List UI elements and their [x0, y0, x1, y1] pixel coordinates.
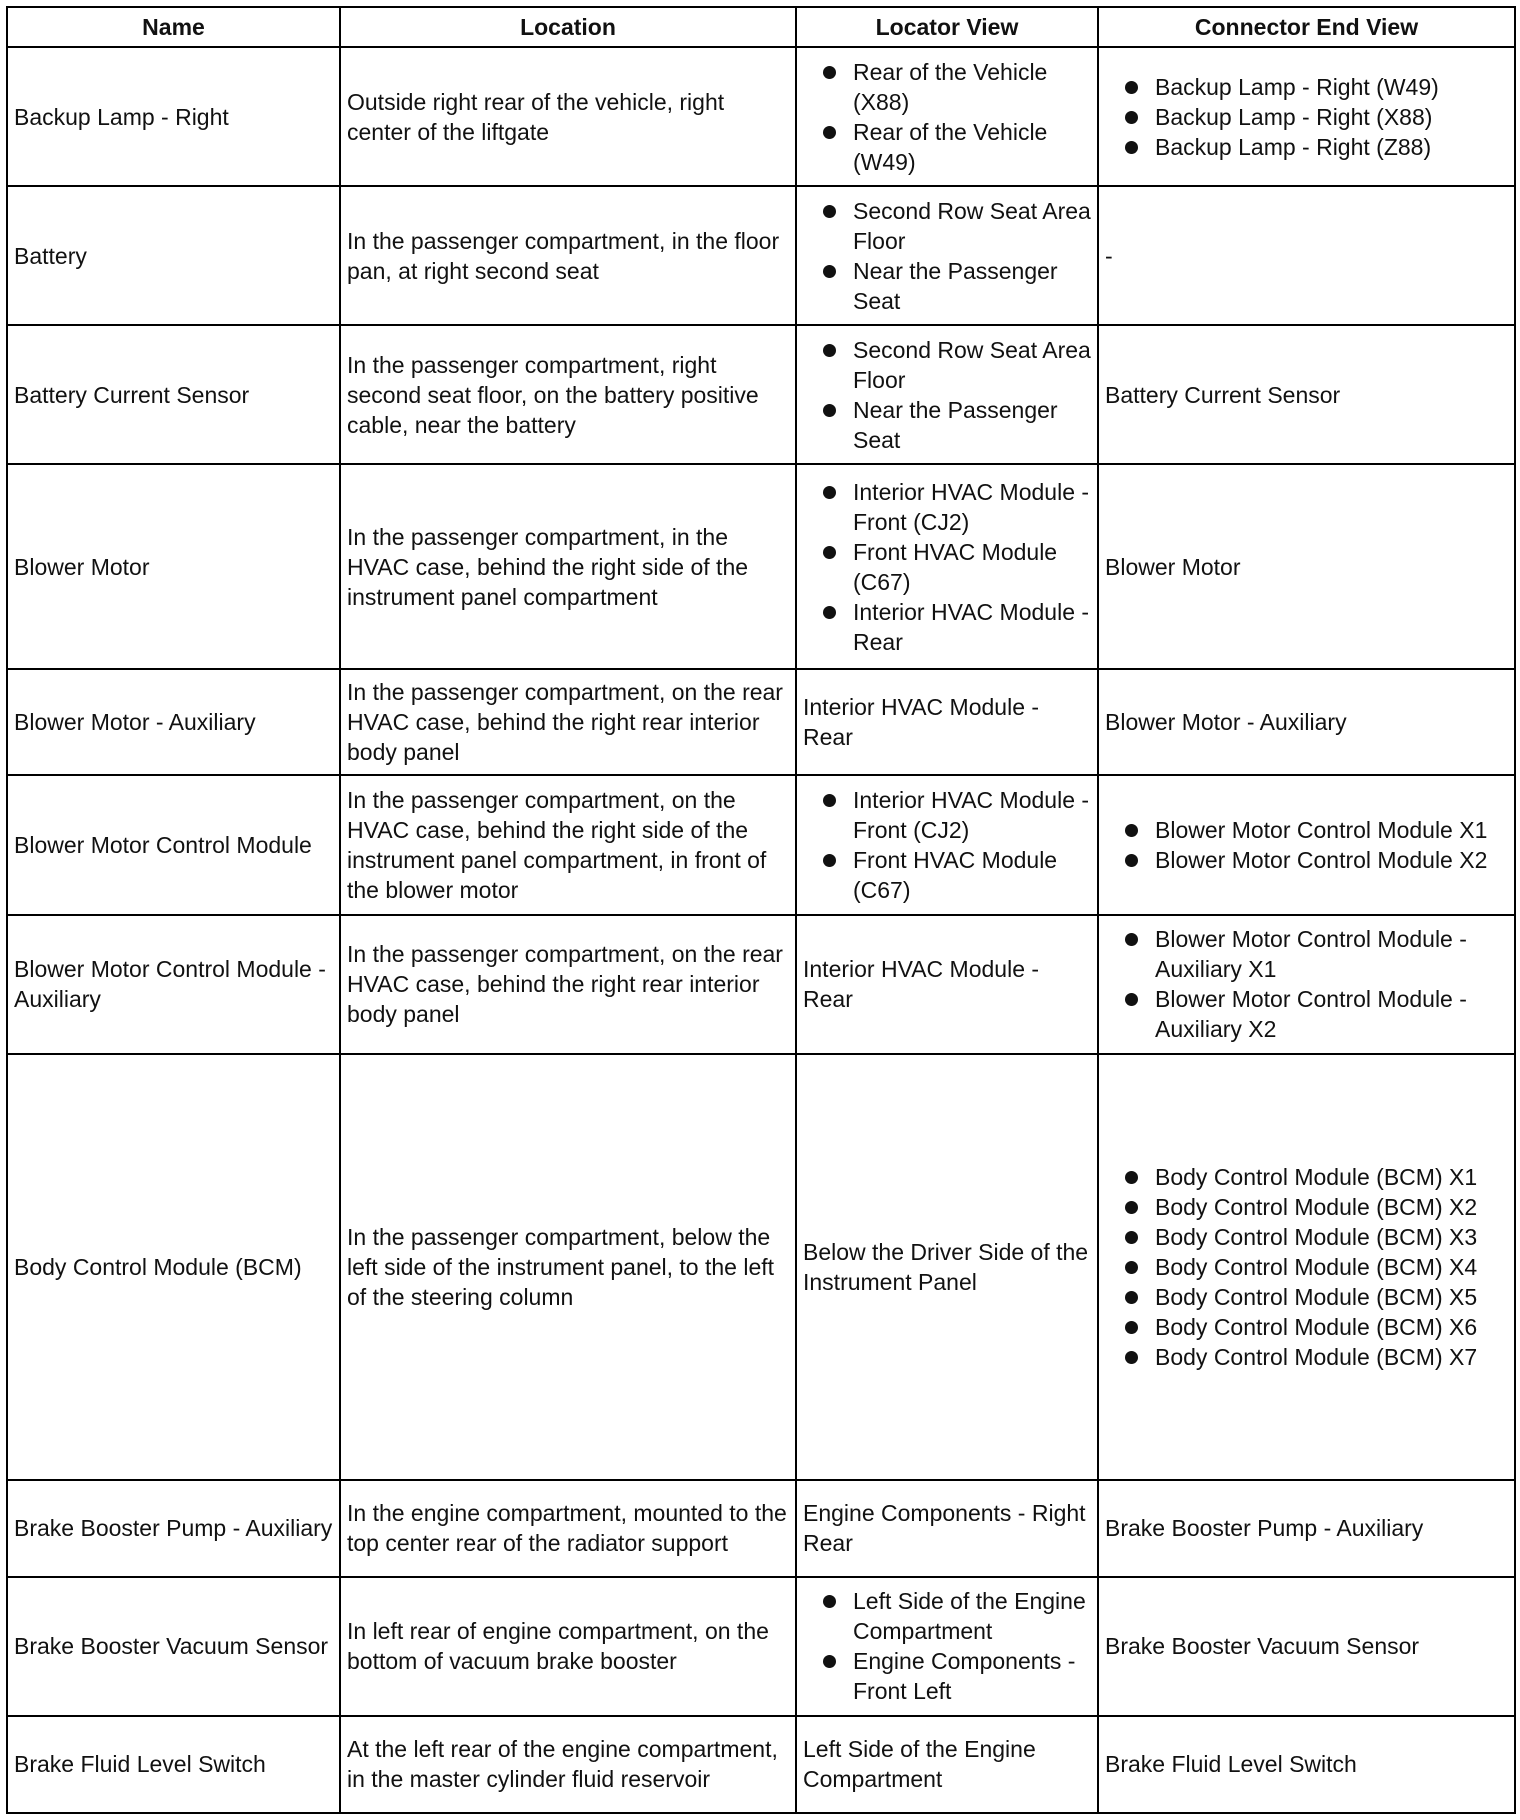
cell-locator-view — [796, 775, 1098, 914]
table-row — [7, 1716, 1515, 1813]
cell-location: In the passenger compartment, on the HVAC case, behind the right side of the instrument panel compartment, in front of the blower motor — [340, 775, 796, 914]
table-row — [7, 915, 1515, 1054]
list-item: Near the Passenger Seat — [803, 395, 1091, 455]
cell-locator-view-list — [803, 1586, 1091, 1706]
cell-location: In the passenger compartment, on the rear HVAC case, behind the right rear interior body panel — [340, 669, 796, 775]
cell-location: In the engine compartment, mounted to the top center rear of the radiator support — [340, 1480, 796, 1577]
header-locator-view: Locator View — [796, 7, 1098, 47]
list-item: Blower Motor Control Module - Auxiliary X1 — [1105, 924, 1508, 984]
cell-connector-end-view: Brake Fluid Level Switch — [1098, 1716, 1515, 1813]
cell-locator-view-list — [803, 57, 1091, 177]
cell-connector-end-view: - — [1098, 186, 1515, 325]
cell-locator-view — [796, 186, 1098, 325]
list-item: Engine Components - Front Left — [803, 1646, 1091, 1706]
list-item: Rear of the Vehicle (W49) — [803, 117, 1091, 177]
list-item: Interior HVAC Module - Rear — [803, 597, 1091, 657]
list-item: Rear of the Vehicle (X88) — [803, 57, 1091, 117]
list-item: Near the Passenger Seat — [803, 256, 1091, 316]
list-item: Front HVAC Module (C67) — [803, 537, 1091, 597]
cell-locator-view — [796, 325, 1098, 464]
list-item: Backup Lamp - Right (X88) — [1105, 102, 1508, 132]
cell-name: Blower Motor Control Module - Auxiliary — [7, 915, 340, 1054]
component-locator-table — [6, 6, 1516, 1814]
cell-connector-end-view — [1098, 775, 1515, 914]
table-row — [7, 669, 1515, 775]
cell-connector-end-view: Blower Motor - Auxiliary — [1098, 669, 1515, 775]
cell-connector-end-view: Brake Booster Pump - Auxiliary — [1098, 1480, 1515, 1577]
cell-locator-view — [796, 1577, 1098, 1716]
list-item: Left Side of the Engine Compartment — [803, 1586, 1091, 1646]
cell-name: Backup Lamp - Right — [7, 47, 340, 186]
table-row — [7, 1577, 1515, 1716]
cell-locator-view-list — [803, 785, 1091, 905]
cell-location: In the passenger compartment, right second seat floor, on the battery positive cable, near the battery — [340, 325, 796, 464]
header-name: Name — [7, 7, 340, 47]
list-item: Blower Motor Control Module - Auxiliary X2 — [1105, 984, 1508, 1044]
list-item: Body Control Module (BCM) X2 — [1105, 1192, 1508, 1222]
cell-locator-view — [796, 47, 1098, 186]
cell-locator-view-list — [803, 196, 1091, 316]
cell-locator-view-list — [803, 335, 1091, 455]
cell-connector-end-view-list — [1105, 924, 1508, 1044]
list-item: Body Control Module (BCM) X6 — [1105, 1312, 1508, 1342]
list-item: Front HVAC Module (C67) — [803, 845, 1091, 905]
list-item: Interior HVAC Module - Front (CJ2) — [803, 785, 1091, 845]
cell-locator-view: Engine Components - Right Rear — [796, 1480, 1098, 1577]
table-row — [7, 186, 1515, 325]
list-item: Backup Lamp - Right (W49) — [1105, 72, 1508, 102]
list-item: Body Control Module (BCM) X3 — [1105, 1222, 1508, 1252]
cell-connector-end-view — [1098, 47, 1515, 186]
cell-locator-view — [796, 464, 1098, 669]
list-item: Blower Motor Control Module X1 — [1105, 815, 1508, 845]
table-row — [7, 464, 1515, 669]
header-connector-end-view: Connector End View — [1098, 7, 1515, 47]
table-body — [7, 47, 1515, 1813]
cell-locator-view-list — [803, 477, 1091, 657]
table-row — [7, 1054, 1515, 1480]
cell-name: Brake Booster Vacuum Sensor — [7, 1577, 340, 1716]
list-item: Blower Motor Control Module X2 — [1105, 845, 1508, 875]
list-item: Second Row Seat Area Floor — [803, 335, 1091, 395]
cell-connector-end-view-list — [1105, 72, 1508, 162]
list-item: Body Control Module (BCM) X5 — [1105, 1282, 1508, 1312]
list-item: Second Row Seat Area Floor — [803, 196, 1091, 256]
cell-connector-end-view — [1098, 915, 1515, 1054]
list-item: Interior HVAC Module - Front (CJ2) — [803, 477, 1091, 537]
list-item: Body Control Module (BCM) X4 — [1105, 1252, 1508, 1282]
cell-locator-view: Interior HVAC Module - Rear — [796, 669, 1098, 775]
cell-connector-end-view: Blower Motor — [1098, 464, 1515, 669]
cell-name: Battery — [7, 186, 340, 325]
header-location: Location — [340, 7, 796, 47]
table-row — [7, 325, 1515, 464]
cell-connector-end-view-list — [1105, 815, 1508, 875]
cell-name: Body Control Module (BCM) — [7, 1054, 340, 1480]
cell-location: In the passenger compartment, below the left side of the instrument panel, to the left of the steering column — [340, 1054, 796, 1480]
table-row — [7, 775, 1515, 914]
list-item: Body Control Module (BCM) X1 — [1105, 1162, 1508, 1192]
cell-connector-end-view — [1098, 1054, 1515, 1480]
cell-location: In the passenger compartment, in the HVAC case, behind the right side of the instrument panel compartment — [340, 464, 796, 669]
cell-location: In left rear of engine compartment, on the bottom of vacuum brake booster — [340, 1577, 796, 1716]
cell-locator-view: Interior HVAC Module - Rear — [796, 915, 1098, 1054]
cell-name: Battery Current Sensor — [7, 325, 340, 464]
cell-location: In the passenger compartment, on the rear HVAC case, behind the right rear interior body panel — [340, 915, 796, 1054]
cell-location: Outside right rear of the vehicle, right center of the liftgate — [340, 47, 796, 186]
list-item: Backup Lamp - Right (Z88) — [1105, 132, 1508, 162]
cell-connector-end-view: Brake Booster Vacuum Sensor — [1098, 1577, 1515, 1716]
cell-location: At the left rear of the engine compartment, in the master cylinder fluid reservoir — [340, 1716, 796, 1813]
cell-name: Brake Fluid Level Switch — [7, 1716, 340, 1813]
cell-locator-view: Below the Driver Side of the Instrument Panel — [796, 1054, 1098, 1480]
cell-connector-end-view: Battery Current Sensor — [1098, 325, 1515, 464]
cell-name: Blower Motor - Auxiliary — [7, 669, 340, 775]
cell-name: Blower Motor — [7, 464, 340, 669]
cell-locator-view: Left Side of the Engine Compartment — [796, 1716, 1098, 1813]
table-row — [7, 1480, 1515, 1577]
header-row — [7, 7, 1515, 47]
cell-name: Blower Motor Control Module — [7, 775, 340, 914]
table-row — [7, 47, 1515, 186]
cell-name: Brake Booster Pump - Auxiliary — [7, 1480, 340, 1577]
cell-location: In the passenger compartment, in the floor pan, at right second seat — [340, 186, 796, 325]
list-item: Body Control Module (BCM) X7 — [1105, 1342, 1508, 1372]
cell-connector-end-view-list — [1105, 1162, 1508, 1372]
